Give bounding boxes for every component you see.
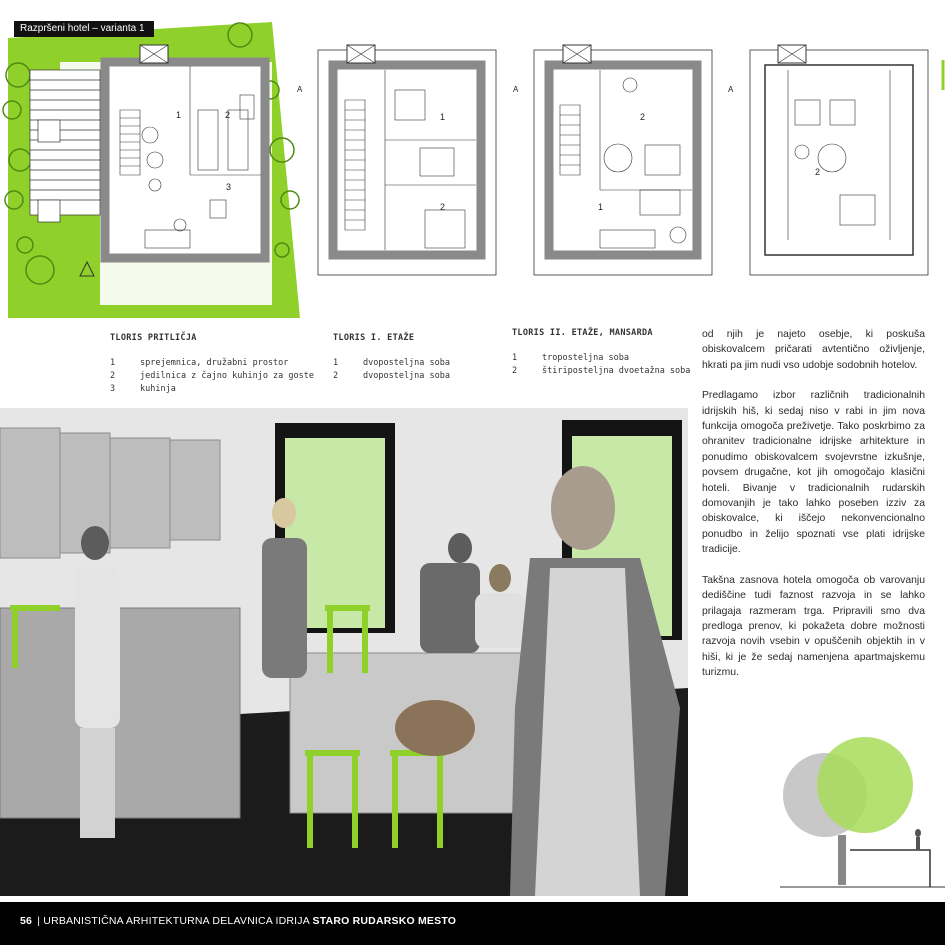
legend-label: kuhinja (140, 384, 176, 394)
legend-item (110, 357, 314, 370)
footer-divider: | (37, 915, 41, 927)
legend-label: dvoposteljna soba (363, 358, 450, 368)
bowl-of-food (395, 700, 475, 756)
body-text-column (702, 327, 925, 696)
legend-first-floor (333, 333, 450, 383)
plan-mark-section-a: A (728, 85, 734, 94)
legend-label: jedilnica z čajno kuhinjo za goste (140, 371, 314, 381)
plan-mark-room-3: 3 (226, 182, 232, 192)
body-paragraph: Takšna zasnova hotela omogoča ob varovanju dediščine tudi faznost razvoja in se lahko prilagaja razmeram trga. Pripravili smo dva predloga prenov, ki pokažeta dobre možnosti razvoja novih vsebin v opuščenih objektih in v hiši, ki je že sedaj namenjena apartmajskemu turizmu. (702, 574, 925, 679)
legend-title: TLORIS II. ETAŽE, MANSARDA (512, 328, 653, 338)
legend-label: štiriposteljna dvoetažna soba (542, 366, 691, 376)
legend-label: sprejemnica, družabni prostor (140, 358, 289, 368)
legend-item (333, 370, 450, 383)
page-footer (0, 902, 945, 945)
kitchen-rendering-image (0, 408, 688, 896)
legend-item (512, 352, 690, 365)
legend-num: 1 (110, 358, 116, 368)
tree-illustration (770, 725, 945, 900)
legend-num: 1 (512, 353, 518, 363)
plan-mark-room-1: 1 (440, 112, 446, 122)
plan-mark-section-a: A (513, 85, 519, 94)
legend-item (512, 365, 690, 378)
plan-mark-room-1: 1 (598, 202, 604, 212)
footer-strong-text: STARO RUDARSKO MESTO (312, 915, 457, 927)
person-body (916, 837, 920, 850)
plan-mark-room-2: 2 (815, 167, 821, 177)
body-paragraph: Predlagamo izbor različnih tradicionalnih idrijskih hiš, ki sedaj niso v rabi in jim nova funkcija omogoča preživetje. Tako poskrbimo za ohranitev tradicionalne idrijske arhitekture in ponudimo obiskovalcem svojevrstne izkušnje, povsem drugačne, kot jih omogočajo klasični hoteli. Bivanje v tradicionalnih rudarskih domovanjih je tako lahko poseben izziv za obiskovalce, ki iščejo nekonvencionalno ponudbo in želijo spoznati vse plati idrijske tradicije. (702, 390, 925, 556)
plan-mark-room-2: 2 (225, 110, 231, 120)
floor-plans-drawing (0, 0, 945, 325)
ground-floor-plan (105, 45, 265, 258)
legend-label: dvoposteljna soba (363, 371, 450, 381)
plan-mark-room-2: 2 (440, 202, 446, 212)
legend-num: 2 (333, 371, 339, 381)
tree-trunk (838, 835, 846, 885)
legend-num: 3 (110, 384, 116, 394)
first-floor-plan (297, 45, 496, 275)
plan-mark-room-2: 2 (640, 112, 646, 122)
kitchen-scene (0, 408, 688, 896)
legend-num: 2 (512, 366, 518, 376)
attic-plan (513, 45, 712, 275)
upper-attic-plan (728, 45, 943, 275)
legend-num: 2 (110, 371, 116, 381)
legend-item (333, 357, 450, 370)
plan-mark-section-a: A (297, 85, 303, 94)
tree-crown-green (817, 737, 913, 833)
plan-mark-room-1: 1 (176, 110, 182, 120)
building-section (850, 850, 930, 887)
terrace-deck (30, 70, 100, 222)
person-silhouette (915, 829, 921, 837)
legend-label: troposteljna soba (542, 353, 629, 363)
page-number: 56 (20, 915, 33, 927)
section-tag: Razpršeni hotel – varianta 1 (14, 21, 154, 37)
legend-title: TLORIS PRITLIČJA (110, 333, 197, 343)
legend-item (110, 383, 314, 396)
legend-num: 1 (333, 358, 339, 368)
body-paragraph: od njih je najeto osebje, ki poskuša obiskovalcem pričarati avtentično oživljenje, hkrati pa jim nudi vso udobje sodobnih hotelov. (702, 329, 925, 371)
legend-title: TLORIS I. ETAŽE (333, 333, 415, 343)
footer-text: URBANISTIČNA ARHITEKTURNA DELAVNICA IDRIJA (43, 915, 310, 927)
legend-ground-floor (110, 333, 314, 396)
upper-cabinets (0, 428, 220, 558)
legend-item (110, 370, 314, 383)
legend-attic (512, 328, 690, 378)
